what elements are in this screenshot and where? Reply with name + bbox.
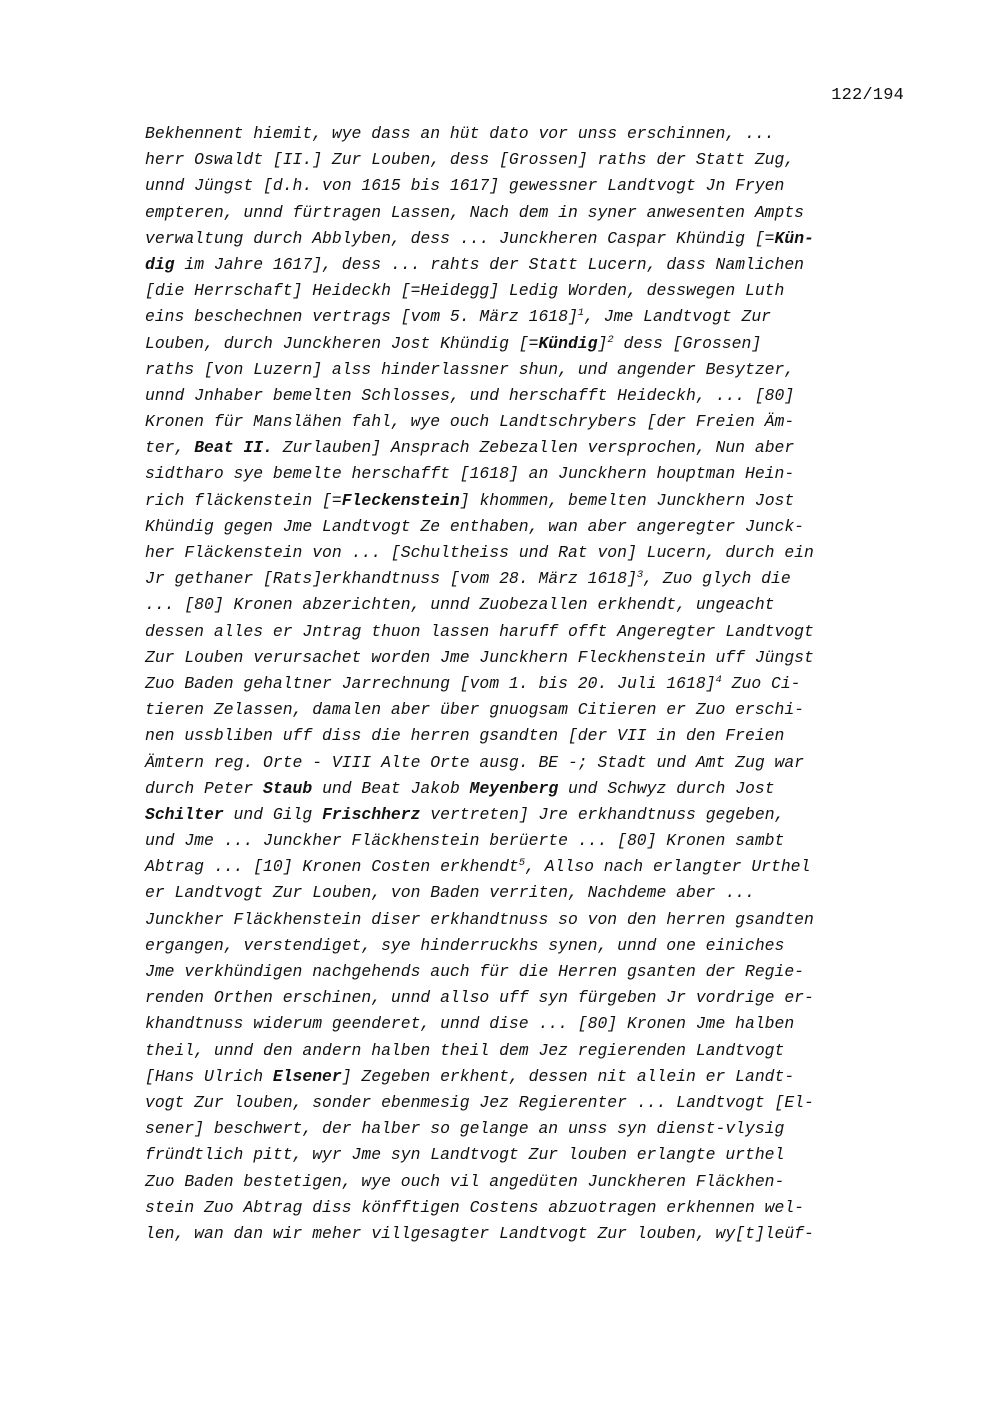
text-segment: Louben, durch Junckheren Jost Khündig [=: [145, 333, 539, 353]
text-segment: ergangen, verstendiget, sye hinderruckhs synen, unnd one einiches: [145, 935, 785, 955]
text-line: [145, 383, 905, 409]
text-line: [145, 1221, 905, 1247]
text-segment: khandtnuss widerum geenderet, unnd dise ... [80] Kronen Jme halben: [145, 1014, 795, 1034]
text-line: [145, 409, 905, 435]
text-segment: raths [von Luzern] alss hinderlassner shun, und angender Besytzer,: [145, 359, 795, 379]
text-segment: und Gilg: [223, 804, 323, 824]
text-segment: empteren, unnd fürtragen Lassen, Nach dem in syner anwesenten Ampts: [145, 202, 805, 222]
text-segment: unnd Jnhaber bemelten Schlosses, und herschafft Heideckh, ... [80]: [145, 385, 795, 405]
text-segment: Jr gethaner [Rats]erkhandtnuss [vom 28. März 1618]: [145, 569, 637, 589]
text-segment: sidtharo sye bemelte herschafft [1618] an Junckhern houptman Hein-: [145, 464, 795, 484]
footnote-ref: 3: [636, 569, 644, 582]
text-segment: Abtrag ... [10] Kronen Costen erkhendt: [145, 857, 519, 877]
text-segment: tieren Zelassen, damalen aber über gnuogsam Citieren er Zuo erschi-: [145, 700, 805, 720]
text-segment: , Zuo glych die: [643, 569, 791, 589]
footnote-ref: 1: [577, 307, 585, 320]
text-line: [145, 671, 905, 697]
text-segment: stein Zuo Abtrag diss könfftigen Costens abzuotragen erkhennen wel-: [145, 1197, 805, 1217]
footnote-ref: 2: [607, 333, 614, 346]
text-line: [145, 226, 905, 252]
text-segment: ] khommen, bemelten Junckhern Jost: [459, 490, 795, 510]
text-line: [145, 1064, 905, 1090]
text-segment: renden Orthen erschinen, unnd allso uff syn fürgeben Jr vordrige er-: [145, 988, 814, 1008]
text-line: [145, 723, 905, 749]
text-segment: ] Zegeben erkhent, dessen nit allein er Landt-: [341, 1066, 795, 1086]
text-segment: len, wan dan wir meher villgesagter Landtvogt Zur louben, wy[t]leüf-: [145, 1223, 814, 1243]
text-segment: Zuo Baden gehaltner Jarrechnung [vom 1. bis 20. Juli 1618]: [145, 673, 716, 693]
text-segment: Zurlauben] Ansprach Zebezallen versprochen, Nun aber: [272, 438, 795, 458]
text-line: [145, 645, 905, 671]
text-segment: und Jme ... Junckher Fläckhenstein berüerte ... [80] Kronen sambt: [145, 831, 785, 851]
text-segment: [Hans Ulrich: [145, 1066, 273, 1086]
page-number: 122/194: [831, 86, 904, 105]
text-segment: er Landtvogt Zur Louben, von Baden verriten, Nachdeme aber ...: [145, 883, 755, 903]
text-line: [145, 1011, 905, 1037]
text-line: [145, 514, 905, 540]
text-segment: unnd Jüngst [d.h. von 1615 bis 1617] gewessner Landtvogt Jn Fryen: [145, 176, 785, 196]
text-segment: Ämtern reg. Orte - VIII Alte Orte ausg. BE -; Stadt und Amt Zug war: [145, 752, 805, 772]
text-line: [145, 1116, 905, 1142]
text-line: [145, 933, 905, 959]
text-line: [145, 488, 905, 514]
text-line: [145, 750, 905, 776]
body-text: [145, 121, 905, 1247]
text-line: [145, 331, 905, 357]
text-segment: fründtlich pitt, wyr Jme syn Landtvogt Zur louben erlangte urthel: [145, 1145, 785, 1165]
text-line: [145, 435, 905, 461]
text-segment: verwaltung durch Abblyben, dess ... Junckheren Caspar Khündig [=: [145, 228, 775, 248]
text-segment: eins beschechnen vertrags [vom 5. März 1618]: [145, 307, 578, 327]
text-line: [145, 959, 905, 985]
text-segment: Zuo Baden bestetigen, wye ouch vil angedüten Junckheren Fläckhen-: [145, 1171, 785, 1191]
text-line: [145, 147, 905, 173]
text-line: [145, 121, 905, 147]
text-segment: und Schwyz durch Jost: [558, 778, 775, 798]
text-segment: vogt Zur louben, sonder ebenmesig Jez Regierenter ... Landtvogt [El-: [145, 1092, 814, 1112]
text-segment: Zuo Ci-: [721, 673, 801, 693]
text-segment: rich fläckenstein [=: [145, 490, 342, 510]
text-line: [145, 592, 905, 618]
text-line: [145, 357, 905, 383]
text-line: [145, 200, 905, 226]
text-line: [145, 1169, 905, 1195]
text-segment: im Jahre 1617], dess ... rahts der Statt Lucern, dass Namlichen: [174, 254, 805, 274]
text-segment: und Beat Jakob: [312, 778, 470, 798]
text-line: [145, 1142, 905, 1168]
text-segment: her Fläckenstein von ... [Schultheiss und Rat von] Lucern, durch ein: [145, 543, 814, 562]
text-segment: herr Oswaldt [II.] Zur Louben, dess [Grossen] raths der Statt Zug,: [145, 150, 795, 170]
text-line: [145, 776, 905, 802]
bold-name: dig: [145, 254, 175, 274]
text-segment: Zur Louben verursachet worden Jme Junckhern Fleckhenstein uff Jüngst: [145, 647, 814, 667]
bold-name: Schilter: [145, 804, 224, 824]
text-segment: durch Peter: [145, 778, 264, 798]
text-line: [145, 697, 905, 723]
text-line: [145, 1090, 905, 1116]
text-line: [145, 907, 905, 933]
text-line: [145, 802, 905, 828]
bold-name: Staub: [263, 778, 313, 798]
bold-name: Beat II.: [194, 438, 273, 458]
text-line: [145, 1038, 905, 1064]
text-line: [145, 461, 905, 487]
text-line: [145, 304, 905, 330]
text-line: [145, 566, 905, 592]
bold-name: Kündig: [538, 333, 598, 353]
text-segment: ter,: [145, 438, 195, 458]
text-line: [145, 985, 905, 1011]
text-segment: Junckher Fläckhenstein diser erkhandtnuss so von den herren gsandten: [145, 909, 814, 929]
text-segment: theil, unnd den andern halben theil dem Jez regierenden Landtvogt: [145, 1040, 785, 1060]
text-line: [145, 880, 905, 906]
text-line: [145, 252, 905, 278]
bold-name: Meyenberg: [469, 778, 559, 798]
text-segment: Jme verkhündigen nachgehends auch für die Herren gsanten der Regie-: [145, 962, 805, 981]
text-line: [145, 540, 905, 566]
text-segment: Khündig gegen Jme Landtvogt Ze enthaben, wan aber angeregter Junck-: [145, 516, 805, 536]
text-segment: ... [80] Kronen abzerichten, unnd Zuobezallen erkhendt, ungeacht: [145, 595, 775, 615]
text-segment: Kronen für Manslähen fahl, wye ouch Landtschrybers [der Freien Äm-: [145, 412, 795, 432]
text-line: [145, 1195, 905, 1221]
text-line: [145, 278, 905, 304]
text-segment: dess [Grossen]: [613, 333, 762, 353]
text-segment: nen ussbliben uff diss die herren gsandten [der VII in den Freien: [145, 726, 785, 746]
text-segment: Bekhennent hiemit, wye dass an hüt dato vor unss erschinnen, ...: [145, 124, 775, 143]
text-segment: [die Herrschaft] Heideckh [=Heidegg] Ledig Worden, desswegen Luth: [145, 281, 785, 301]
footnote-ref: 5: [518, 857, 526, 870]
bold-name: Elsener: [272, 1066, 342, 1086]
text-segment: , Allso nach erlangter Urthel: [525, 857, 811, 877]
bold-name: Kün-: [774, 228, 814, 248]
text-line: [145, 854, 905, 880]
text-line: [145, 173, 905, 199]
text-segment: dessen alles er Jntrag thuon lassen haruff offt Angeregter Landtvogt: [145, 621, 814, 641]
text-line: [145, 619, 905, 645]
text-segment: vertreten] Jre erkhandtnuss gegeben,: [420, 804, 785, 824]
text-segment: , Jme Landtvogt Zur: [584, 307, 771, 327]
text-segment: ]: [597, 333, 608, 353]
bold-name: Frischherz: [322, 804, 421, 824]
footnote-ref: 4: [715, 673, 722, 686]
bold-name: Fleckenstein: [341, 490, 460, 510]
text-segment: sener] beschwert, der halber so gelange an unss syn dienst-vlysig: [145, 1119, 785, 1139]
text-line: [145, 828, 905, 854]
